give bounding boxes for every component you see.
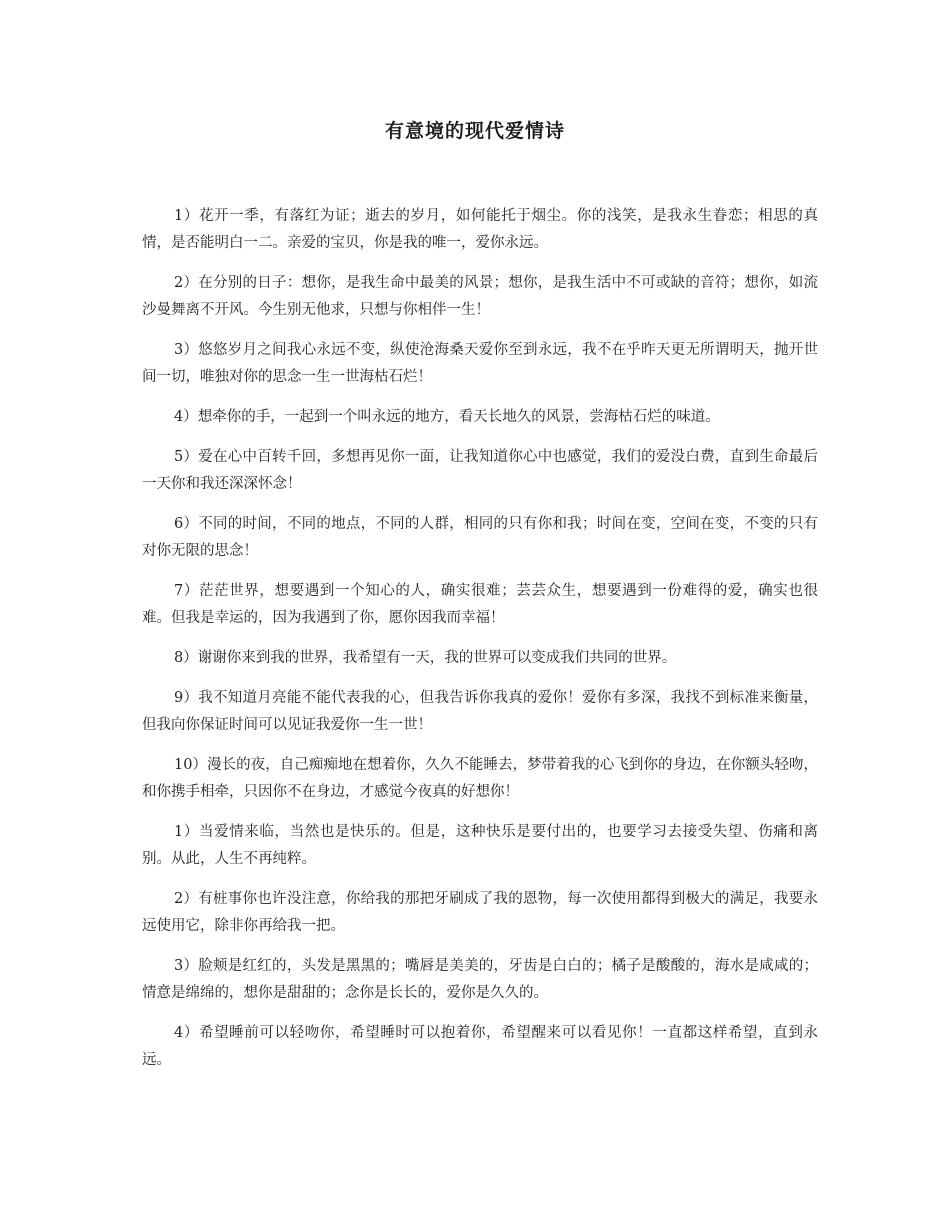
document-body	[142, 203, 818, 1087]
paragraph: 1）当爱情来临，当然也是快乐的。但是，这种快乐是要付出的，也要学习去接受失望、伤痛和离别。从此，人生不再纯粹。	[142, 824, 818, 867]
paragraph: 1）花开一季，有落红为证；逝去的岁月，如何能托于烟尘。你的浅笑，是我永生眷恋；相思的真情，是否能明白一二。亲爱的宝贝，你是我的唯一，爱你永远。	[142, 208, 818, 251]
paragraph: 2）在分别的日子：想你，是我生命中最美的风景；想你，是我生活中不可或缺的音符；想你，如流沙曼舞离不开风。今生别无他求，只想与你相伴一生！	[142, 275, 818, 318]
paragraph: 5）爱在心中百转千回，多想再见你一面，让我知道你心中也感觉，我们的爱没白费，直到生命最后一天你和我还深深怀念！	[142, 449, 818, 492]
paragraph: 3）脸颊是红红的，头发是黑黑的；嘴唇是美美的，牙齿是白白的；橘子是酸酸的，海水是咸咸的；情意是绵绵的，想你是甜甜的；念你是长长的，爱你是久久的。	[142, 958, 818, 1001]
paragraph: 6）不同的时间，不同的地点，不同的人群，相同的只有你和我；时间在变，空间在变，不变的只有对你无限的思念！	[142, 516, 818, 559]
paragraph: 9）我不知道月亮能不能代表我的心，但我告诉你我真的爱你！爱你有多深，我找不到标准来衡量，但我向你保证时间可以见证我爱你一生一世！	[142, 690, 818, 733]
paragraph: 2）有桩事你也许没注意，你给我的那把牙刷成了我的恩物，每一次使用都得到极大的满足，我要永远使用它，除非你再给我一把。	[142, 891, 818, 934]
document-title: 有意境的现代爱情诗	[384, 120, 565, 142]
paragraph: 10）漫长的夜，自己痴痴地在想着你，久久不能睡去，梦带着我的心飞到你的身边，在你额头轻吻，和你携手相牵，只因你不在身边，才感觉今夜真的好想你！	[142, 757, 818, 800]
paragraph: 3）悠悠岁月之间我心永远不变，纵使沧海桑天爱你至到永远，我不在乎昨天更无所谓明天，抛开世间一切，唯独对你的思念一生一世海枯石烂！	[142, 342, 818, 385]
paragraph: 4）希望睡前可以轻吻你，希望睡时可以抱着你，希望醒来可以看见你！一直都这样希望，直到永远。	[142, 1025, 818, 1068]
paragraph: 8）谢谢你来到我的世界，我希望有一天，我的世界可以变成我们共同的世界。	[174, 650, 677, 666]
paragraph: 7）茫茫世界，想要遇到一个知心的人，确实很难；芸芸众生，想要遇到一份难得的爱，确实也很难。但我是幸运的，因为我遇到了你，愿你因我而幸福！	[142, 583, 818, 626]
paragraph: 4）想牵你的手，一起到一个叫永远的地方，看天长地久的风景，尝海枯石烂的味道。	[174, 409, 720, 425]
